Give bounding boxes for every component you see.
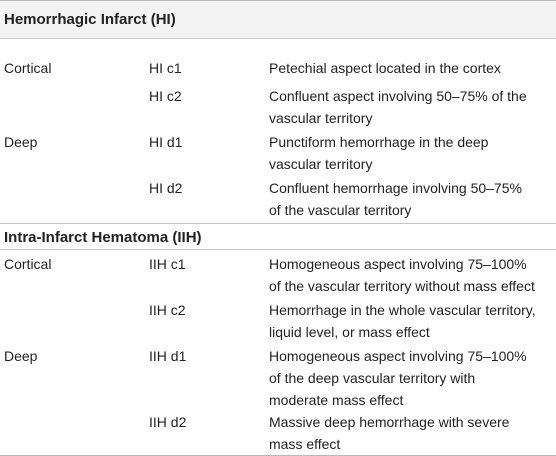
region-cell: Deep <box>4 134 38 150</box>
description-cell: Petechial aspect located in the cortex <box>269 60 501 76</box>
code-cell: HI c2 <box>149 88 182 104</box>
code-cell: IIH d2 <box>149 414 187 430</box>
code-cell: IIH d1 <box>149 348 187 364</box>
code-cell: HI d1 <box>149 134 183 150</box>
region-cell: Cortical <box>4 256 52 272</box>
description-cell: Confluent aspect involving 50–75% of the vascular territory <box>269 88 527 126</box>
region-cell: Cortical <box>4 60 52 76</box>
code-cell: IIH c2 <box>149 302 186 318</box>
description-cell: Confluent hemorrhage involving 50–75% of the vascular territory <box>269 180 522 218</box>
section-title: Intra-Infarct Hematoma (IIH) <box>4 229 202 246</box>
description-cell: Hemorrhage in the whole vascular territory, liquid level, or mass effect <box>269 302 536 340</box>
section-title: Hemorrhagic Infarct (HI) <box>4 11 176 28</box>
section-header-iih <box>0 223 556 249</box>
section-divider <box>0 249 556 250</box>
description-cell: Homogeneous aspect involving 75–100% of the vascular territory without mass effect <box>269 256 535 294</box>
code-cell: HI d2 <box>149 180 183 196</box>
code-cell: HI c1 <box>149 60 182 76</box>
description-cell: Massive deep hemorrhage with severe mass effect <box>269 414 510 452</box>
description-cell: Homogeneous aspect involving 75–100% of the deep vascular territory with moderate mass effect <box>269 348 527 408</box>
region-cell: Deep <box>4 348 38 364</box>
code-cell: IIH c1 <box>149 256 186 272</box>
section-header-hi <box>0 1 556 39</box>
description-cell: Punctiform hemorrhage in the deep vascular territory <box>269 134 489 172</box>
